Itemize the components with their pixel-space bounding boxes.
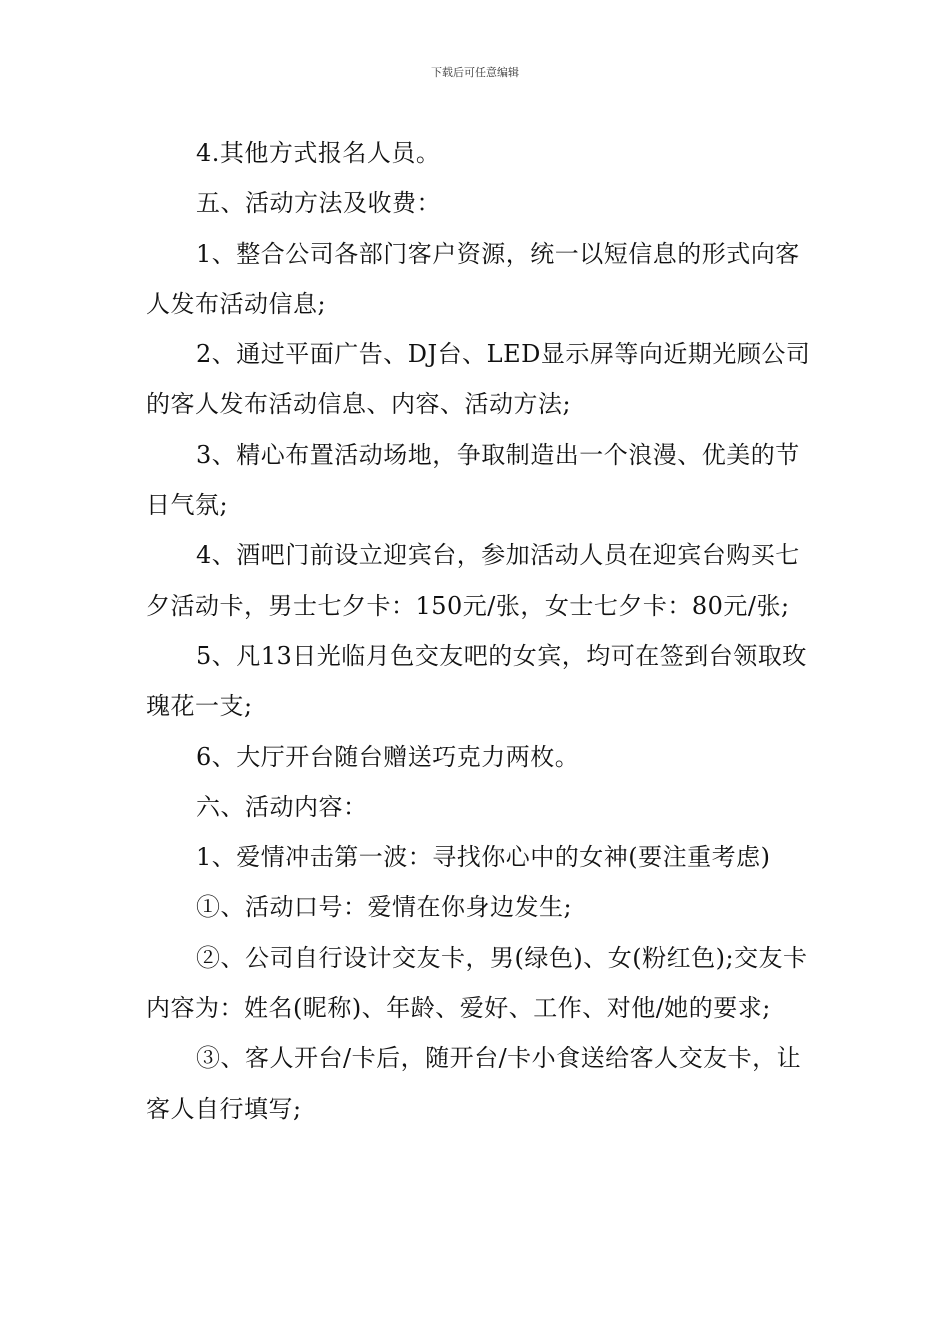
- paragraph-method-1: 1、整合公司各部门客户资源，统一以短信息的形式向客人发布活动信息;: [146, 239, 800, 318]
- section-heading-methods-fees: 五、活动方法及收费：: [196, 189, 441, 218]
- paragraph-method-3: 3、精心布置活动场地，争取制造出一个浪漫、优美的节日气氛;: [146, 440, 800, 520]
- paragraph-method-5: 5、凡13日光临月色交友吧的女宾，均可在签到台领取玫瑰花一支;: [146, 641, 807, 721]
- paragraph-method-2: 2、通过平面广告、DJ台、LED显示屏等向近期光顾公司的客人发布活动信息、内容、活动方法;: [146, 340, 811, 419]
- paragraph-signup-other: 4.其他方式报名人员。: [196, 139, 441, 167]
- paragraph-content-card: ②、公司自行设计交友卡，男(绿色)、女(粉红色);交友卡内容为：姓名(昵称)、年龄、爱好、工作、对他/她的要求;: [146, 943, 808, 1023]
- paragraph-method-6: 6、大厅开台随台赠送巧克力两枚。: [196, 742, 580, 771]
- paragraph-content-fill: ③、客人开台/卡后，随开台/卡小食送给客人交友卡，让客人自行填写;: [146, 1044, 802, 1123]
- paragraph-content-slogan: ①、活动口号：爱情在你身边发生;: [196, 893, 573, 922]
- document-body: [146, 128, 816, 1134]
- paragraph-method-4: 4、酒吧门前设立迎宾台，参加活动人员在迎宾台购买七夕活动卡，男士七夕卡：150元/张，女士七夕卡：80元/张;: [146, 541, 800, 620]
- page-header: 下载后可任意编辑: [431, 66, 519, 79]
- section-heading-content: 六、活动内容：: [196, 792, 368, 821]
- paragraph-content-1: 1、爱情冲击第一波：寻找你心中的女神(要注重考虑): [196, 843, 771, 872]
